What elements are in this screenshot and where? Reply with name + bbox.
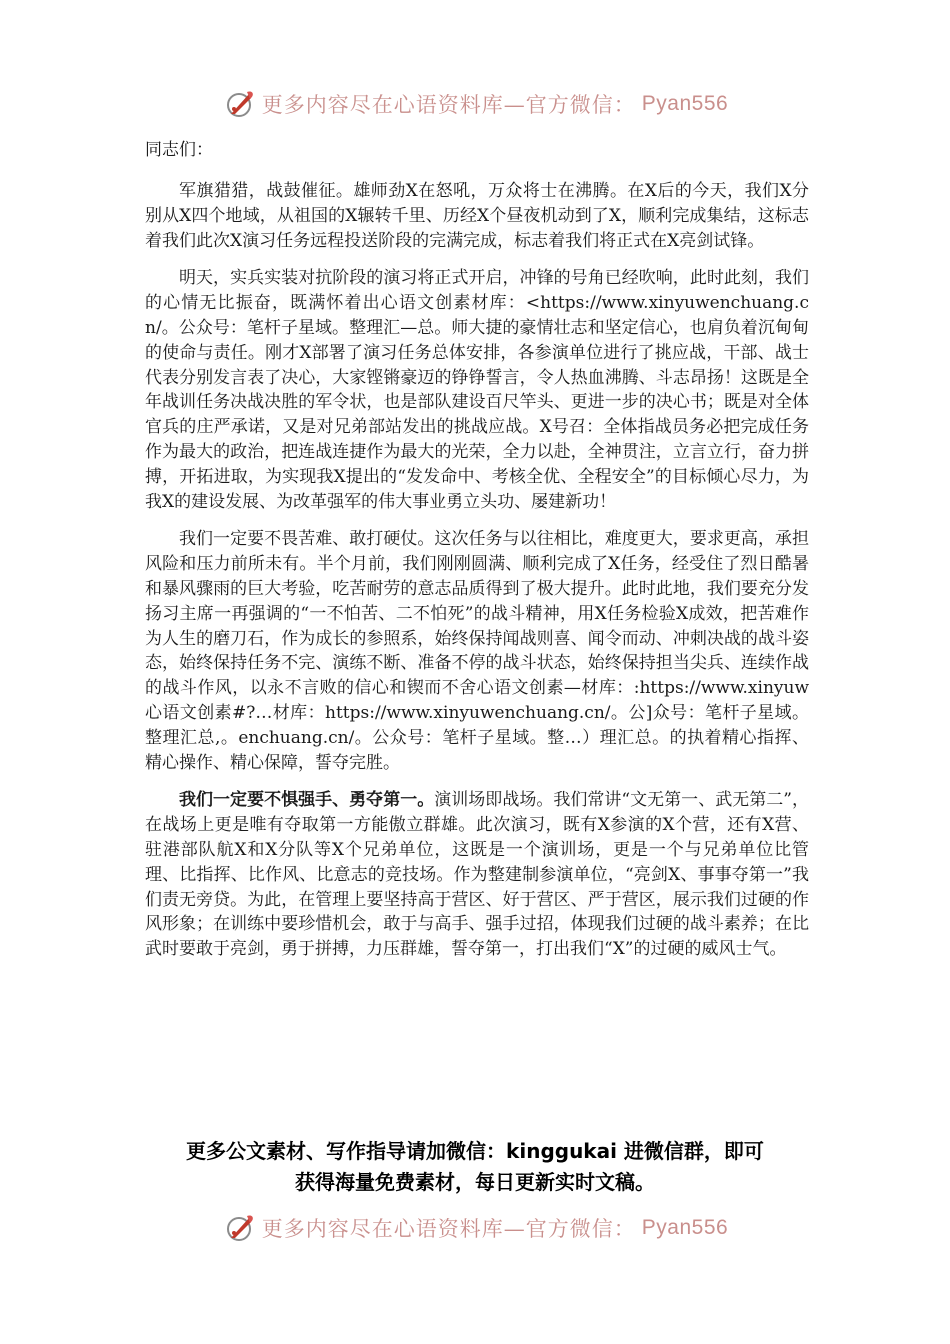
promo-line-2: 获得海量免费素材，每日更新实时文稿。 [295, 1170, 655, 1194]
footer-banner-text: 更多内容尽在心语资料库—官方微信： [261, 1217, 636, 1241]
paragraph-3 [145, 527, 809, 775]
promo-line-1: 更多公文素材、写作指导请加微信：kinggukai 进微信群，即可 [186, 1139, 764, 1163]
paragraph-2 [145, 266, 809, 514]
promo-notice [110, 1136, 840, 1198]
document-body [145, 138, 809, 975]
paragraph-4-text: 演训场即战场。我们常讲“文无第一、武无第二”，在战场上更是唯有夺取第一方能傲立群雄。此次演习，既有X参演的X个营，还有X营、驻港部队航X和X分队等X个兄弟单位，这既是一个演训场，更是一个与兄弟单位比管理、比指挥、比作风、比意志的竞技场。作为整建制参演单位，“亮剑X、事事夺第一”我们责无旁贷。为此，在管理上要坚持高于营区、好于营区、严于营区，展示我们过硬的作风形象；在训练中要珍惜机会，敢于与高手、强手过招，体现我们过硬的战斗素养；在比武时要敢于亮剑，勇于拼搏，力压群雄，誓夺第一，打出我们“X”的过硬的威风士气。 [145, 790, 809, 960]
paragraph-1-text: 军旗猎猎，战鼓催征。雄师劲X在怒吼，万众将士在沸腾。在X后的今天，我们X分别从X四个地域，从祖国的X辗转千里、历经X个昼夜机动到了X，顺利完成集结，这标志着我们此次X演习任务远程投送阶段的完满完成，标志着我们将正式在X亮剑试锋。 [145, 181, 809, 251]
paragraph-1 [145, 179, 809, 253]
quill-logo-icon [222, 1211, 256, 1245]
footer-banner-handle: Pyan556 [641, 1216, 729, 1239]
footer-banner [0, 1208, 950, 1248]
paragraph-4 [145, 788, 809, 962]
quill-logo-icon [222, 87, 256, 121]
header-banner-handle: Pyan556 [641, 92, 729, 115]
paragraph-2-text: 明天，实兵实装对抗阶段的演习将正式开启，冲锋的号角已经吹响，此时此刻，我们的心情无比振奋，既满怀着出心语文创素材库：<https://www.xinyuwenchuang.cn/。公众号：笔杆子星域。整理汇—总。师大捷的豪情壮志和坚定信心，也肩负着沉甸甸的使命与责任。刚才X部署了演习任务总体安排，各参演单位进行了挑应战，干部、战士代表分别发言表了决心，大家铿锵豪迈的铮铮誓言，令人热血沸腾、斗志昂扬！这既是全年战训任务决战决胜的军令状，也是部队建设百尺竿头、更进一步的决心书；既是对全体官兵的庄严承诺，又是对兄弟部站发出的挑战应战。X号召：全体指战员务必把完成任务作为最大的政治，把连战连捷作为最大的光荣，全力以赴，全神贯注，立言立行，奋力拼搏，开拓进取，为实现我X提出的“发发命中、考核全优、全程安全”的目标倾心尽力，为我X的建设发展、为改革强军的伟大事业勇立头功、屡建新功！ [145, 268, 809, 512]
paragraph-4-lead: 我们一定要不惧强手、勇夺第一。 [179, 790, 435, 811]
header-banner-text: 更多内容尽在心语资料库—官方微信： [261, 93, 636, 117]
header-banner [0, 84, 950, 124]
salutation: 同志们： [145, 140, 213, 160]
paragraph-3-text: 我们一定要不畏苦难、敢打硬仗。这次任务与以往相比，难度更大，要求更高，承担风险和压力前所未有。半个月前，我们刚刚圆满、顺利完成了X任务，经受住了烈日酷暑和暴风骤雨的巨大考验，吃苦耐劳的意志品质得到了极大提升。此时此地，我们要充分发扬习主席一再强调的“一不怕苦、二不怕死”的战斗精神，用X任务检验X成效，把苦难作为人生的磨刀石，作为成长的参照系，始终保持闻战则喜、闻令而动、冲刺决战的战斗姿态，始终保持任务不完、演练不断、准备不停的战斗状态，始终保持担当尖兵、连续作战的战斗作风，以永不言败的信心和锲而不舍心语文创素—材库：:https://www.xinyuw心语文创素#?…材库：https://www.xinyuwenchuang.cn/。公]众号：笔杆子星域。整理汇总,。enchuang.cn/。公众号：笔杆子星域。整…）理汇总。的执着精心指挥、精心操作、精心保障，誓夺完胜。 [145, 529, 809, 773]
